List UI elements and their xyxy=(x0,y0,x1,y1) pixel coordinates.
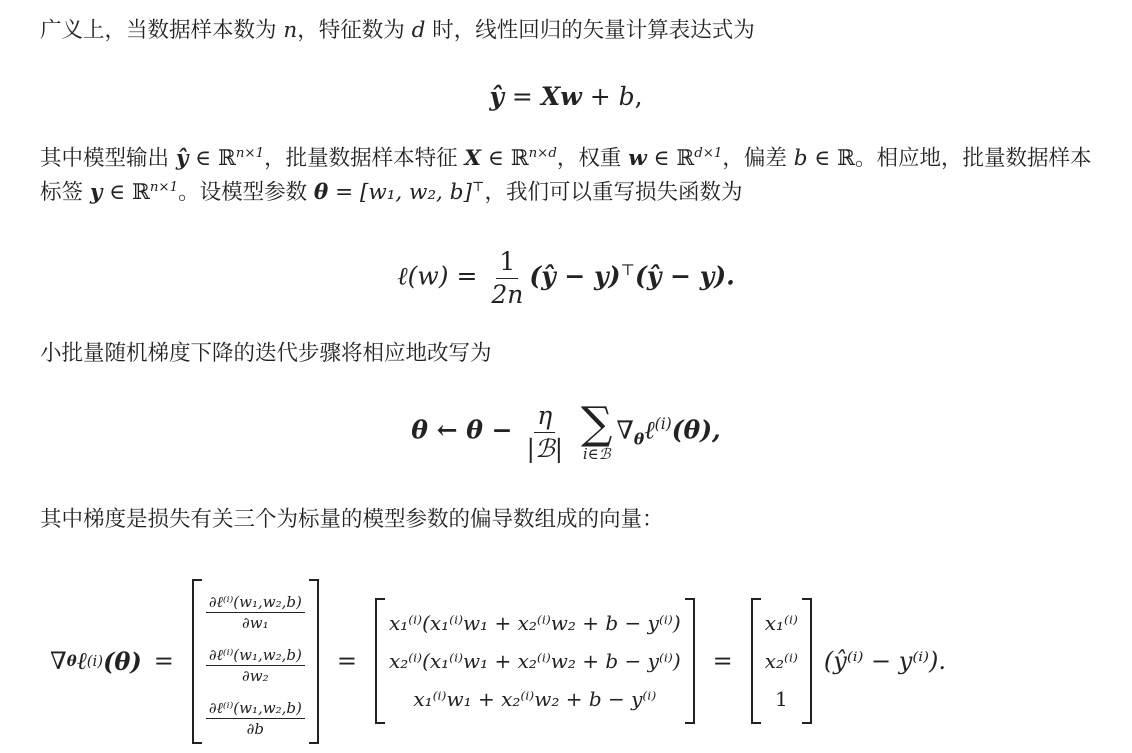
math-var-n: n xyxy=(283,18,298,43)
matrix-cell: x₂⁽ⁱ⁾ xyxy=(764,649,798,673)
text-segment: ，特征数为 xyxy=(297,18,405,43)
text-segment: 其中梯度是损失有关三个为标量的模型参数的偏导数组成的向量： xyxy=(40,507,664,532)
matrix-cell: x₁⁽ⁱ⁾(x₁⁽ⁱ⁾w₁ + x₂⁽ⁱ⁾w₂ + b − y⁽ⁱ⁾) xyxy=(388,611,681,635)
math-w: w xyxy=(628,146,647,171)
matrix-cell xyxy=(206,585,305,632)
math-in-reals: ∈ ℝ xyxy=(814,146,855,171)
eq-equals: = xyxy=(511,82,533,111)
text-segment: 小批量随机梯度下降的迭代步骤将相应地改写为 xyxy=(40,341,492,366)
paragraph-intro xyxy=(40,14,1100,48)
eq-sup-i: (i) xyxy=(654,415,672,434)
math-theta-def: = [w₁, w₂, b] xyxy=(335,180,472,205)
math-b: b xyxy=(793,146,808,171)
eq-theta-arg: (θ) xyxy=(103,646,142,676)
eq-gradient-tail: (ŷ⁽ⁱ⁾ − y⁽ⁱ⁾). xyxy=(823,647,946,675)
partial-fraction xyxy=(206,646,305,685)
paragraph-gradient xyxy=(40,503,1100,537)
text-segment: 广义上，当数据样本数为 xyxy=(40,18,277,43)
text-segment: 其中模型输出 xyxy=(40,146,170,171)
partial-numerator: ∂ℓ⁽ⁱ⁾(w₁,w₂,b) xyxy=(206,593,305,613)
eq-w: w xyxy=(560,82,582,111)
eq-plus: + xyxy=(589,82,611,111)
text-segment: ，权重 xyxy=(556,146,622,171)
matrix-cell xyxy=(206,638,305,685)
math-var-d: d xyxy=(411,18,426,43)
eq-loss-tail: (ŷ − y). xyxy=(635,261,735,291)
text-segment: ，我们可以重写损失函数为 xyxy=(484,180,743,205)
nabla-subscript: θ xyxy=(633,429,645,449)
fraction-numerator: η xyxy=(534,402,555,433)
partial-denominator: ∂b xyxy=(246,719,265,738)
matrix-cell: 1 xyxy=(774,687,788,711)
math-X: X xyxy=(464,146,482,171)
eq-ell: ℓ xyxy=(76,646,87,675)
eq-fraction xyxy=(488,248,526,308)
equation-sgd-update xyxy=(0,398,1132,463)
math-theta: θ xyxy=(313,180,329,205)
math-sup: n×d xyxy=(528,145,557,161)
partial-denominator: ∂w₂ xyxy=(242,666,269,685)
paragraph-sgd xyxy=(40,337,1100,371)
math-yhat: ŷ xyxy=(175,146,189,171)
text-segment: 。相应地，批量数据样本标签 xyxy=(40,146,1092,205)
eq-summation xyxy=(581,398,613,463)
eq-fraction xyxy=(524,402,567,462)
eq-loss-lhs: ℓ(w) = xyxy=(397,261,478,291)
equation-linear-regression xyxy=(0,82,1132,111)
paragraph-definitions xyxy=(40,142,1100,210)
math-sup: d×1 xyxy=(694,145,723,161)
sigma-symbol: ∑ xyxy=(581,398,613,449)
text-segment: 。设模型参数 xyxy=(178,180,308,205)
eq-b: b xyxy=(618,82,635,111)
math-sup: n×1 xyxy=(235,145,265,161)
eq-yhat: ŷ xyxy=(489,82,504,111)
eq-comma: , xyxy=(634,82,643,111)
eq-equals: = xyxy=(712,647,733,675)
matrix-cell: x₂⁽ⁱ⁾(x₁⁽ⁱ⁾w₁ + x₂⁽ⁱ⁾w₂ + b − y⁽ⁱ⁾) xyxy=(388,649,681,673)
math-y: y xyxy=(89,180,103,205)
eq-X: X xyxy=(540,82,561,111)
partial-fraction xyxy=(206,699,305,738)
partial-numerator: ∂ℓ⁽ⁱ⁾(w₁,w₂,b) xyxy=(206,699,305,719)
nabla-symbol: ∇ xyxy=(616,415,634,445)
eq-ell: ℓ xyxy=(644,415,655,445)
fraction-numerator: 1 xyxy=(496,248,518,279)
math-in-reals: ∈ ℝ xyxy=(195,146,236,171)
nabla-symbol: ∇ xyxy=(50,647,67,675)
matrix-expanded xyxy=(375,598,695,724)
text-segment: ，批量数据样本特征 xyxy=(264,146,458,171)
math-in-reals: ∈ ℝ xyxy=(109,180,150,205)
fraction-denominator: |ℬ| xyxy=(526,433,564,463)
eq-transpose: ⊤ xyxy=(620,261,636,280)
matrix-cell: x₁⁽ⁱ⁾ xyxy=(764,611,798,635)
partial-denominator: ∂w₁ xyxy=(242,613,269,632)
fraction-denominator: 2n xyxy=(491,279,524,309)
eq-equals: = xyxy=(336,647,357,675)
matrix-partials xyxy=(192,579,319,744)
matrix-vector xyxy=(751,598,812,724)
sum-limit: i∈ℬ xyxy=(582,445,611,463)
equation-loss xyxy=(0,248,1132,308)
matrix-cell: x₁⁽ⁱ⁾w₁ + x₂⁽ⁱ⁾w₂ + b − y⁽ⁱ⁾ xyxy=(413,687,657,711)
eq-loss-body: (ŷ − y) xyxy=(529,261,621,291)
math-transpose: ⊤ xyxy=(471,179,485,195)
equation-gradient: ∇ θ ℓ (i) (θ) = $\frac{\text{∂ℓ⁽ⁱ⁾(w₁,w₂,b)}}{\text{∂w₁}}$ $\frac{\text{∂ℓ⁽ⁱ⁾(w₁,w₂,b)}}{\text{∂w₂}}$ $\frac{\text{∂ℓ⁽ⁱ⁾(w₁,w₂,b)}}{\partial b}$ = x₁⁽ⁱ⁾(x₁⁽ⁱ⁾w₁ + x₂⁽ⁱ⁾w₂ + b − y⁽ⁱ⁾) x₂⁽ⁱ⁾(x₁⁽ⁱ⁾w₁ + x₂⁽ⁱ⁾w₂ + b − y⁽ⁱ⁾) x₁⁽ⁱ⁾w₁ + x₂⁽ⁱ⁾w₂ + b − y⁽ⁱ⁾ = x₁⁽ⁱ⁾ x₂⁽ⁱ⁾ 1 (ŷ⁽ⁱ⁾ − y⁽ⁱ⁾). xyxy=(50,572,1110,750)
eq-sgd-lhs: θ ← θ − xyxy=(411,415,513,445)
math-sup: n×1 xyxy=(149,179,179,195)
text-segment: 时，线性回归的矢量计算表达式为 xyxy=(432,18,755,43)
text-segment: ，偏差 xyxy=(722,146,787,171)
partial-numerator: ∂ℓ⁽ⁱ⁾(w₁,w₂,b) xyxy=(206,646,305,666)
math-in-reals: ∈ ℝ xyxy=(487,146,529,171)
partial-fraction xyxy=(206,593,305,632)
math-in-reals: ∈ ℝ xyxy=(653,146,695,171)
matrix-cell xyxy=(206,691,305,738)
eq-equals: = xyxy=(153,647,174,675)
eq-sgd-tail: (θ), xyxy=(671,415,721,445)
